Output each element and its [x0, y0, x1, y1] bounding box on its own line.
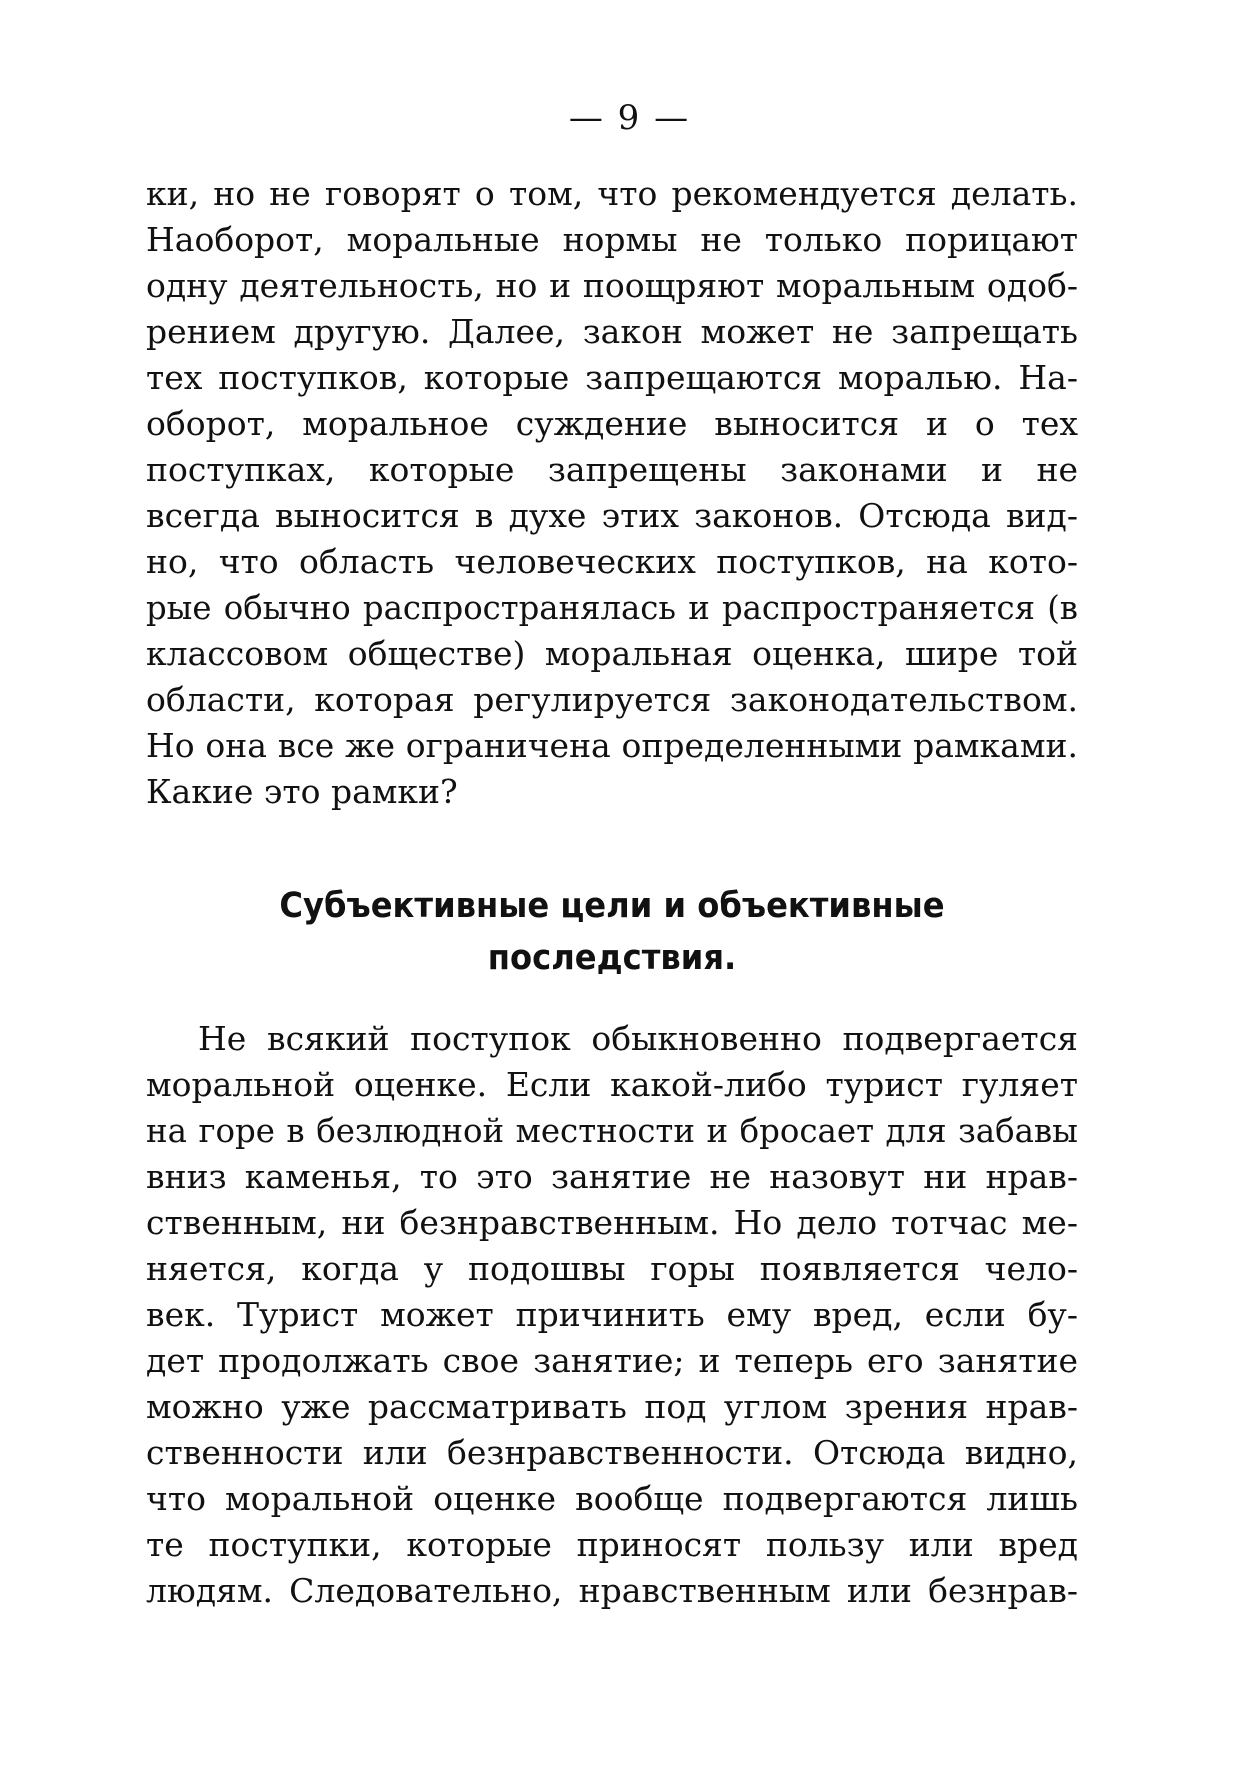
text-line: Наоборот, моральные нормы не только порицают	[146, 220, 1078, 259]
text-line: но, что область человеческих поступков, на кото-	[146, 542, 1078, 581]
page-number: — 9 —	[568, 98, 691, 138]
text-line: тех поступков, которые запрещаются моралью. На-	[146, 358, 1078, 397]
text-line: людям. Следовательно, нравственным или безнрав-	[146, 1571, 1078, 1610]
text-line: Какие это рамки?	[146, 772, 458, 811]
text-line: рые обычно распространялась и распространяется (в	[146, 589, 1078, 627]
text-line: ки, но не говорят о том, что рекомендуется делать.	[146, 174, 1078, 213]
text-line: на горе в безлюдной местности и бросает для забавы	[146, 1112, 1078, 1150]
text-line: всегда выносится в духе этих законов. Отсюда вид-	[146, 496, 1078, 535]
text-line: одну деятельность, но и поощряют моральным одоб-	[146, 266, 1078, 305]
text-line: области, которая регулируется законодательством.	[146, 680, 1078, 719]
text-line: ственности или безнравственности. Отсюда видно,	[146, 1433, 1078, 1472]
text-line: няется, когда у подошвы горы появляется чело-	[146, 1249, 1078, 1288]
text-line: дет продолжать свое занятие; и теперь его занятие	[146, 1341, 1078, 1380]
text-line: Не всякий поступок обыкновенно подвергается	[198, 1019, 1078, 1058]
section-heading	[183, 880, 1040, 984]
paragraph-1	[146, 171, 1078, 815]
text-line: моральной оценке. Если какой-либо турист гуляет	[146, 1065, 1078, 1104]
heading-line: Субъективные цели и объективные	[279, 886, 945, 926]
text-line: классовом обществе) моральная оценка, шире той	[146, 634, 1078, 673]
text-line: можно уже рассматривать под углом зрения нрав-	[146, 1387, 1078, 1426]
text-line: поступках, которые запрещены законами и не	[146, 450, 1078, 489]
text-line: оборот, моральное суждение выносится и о тех	[146, 404, 1078, 443]
paragraph-2	[146, 1016, 1078, 1614]
text-line: что моральной оценке вообще подвергаются лишь	[146, 1479, 1078, 1518]
text-line: те поступки, которые приносят пользу или вред	[146, 1525, 1078, 1564]
text-line: вниз каменья, то это занятие не назовут ни нрав-	[146, 1157, 1078, 1196]
text-line: рением другую. Далее, закон может не запрещать	[146, 312, 1078, 351]
text-line: век. Турист может причинить ему вред, если бу-	[146, 1295, 1078, 1334]
heading-line: последствия.	[487, 938, 737, 978]
text-line: Но она все же ограничена определенными рамками.	[146, 726, 1078, 765]
text-line: ственным, ни безнравственным. Но дело тотчас ме-	[146, 1203, 1078, 1242]
